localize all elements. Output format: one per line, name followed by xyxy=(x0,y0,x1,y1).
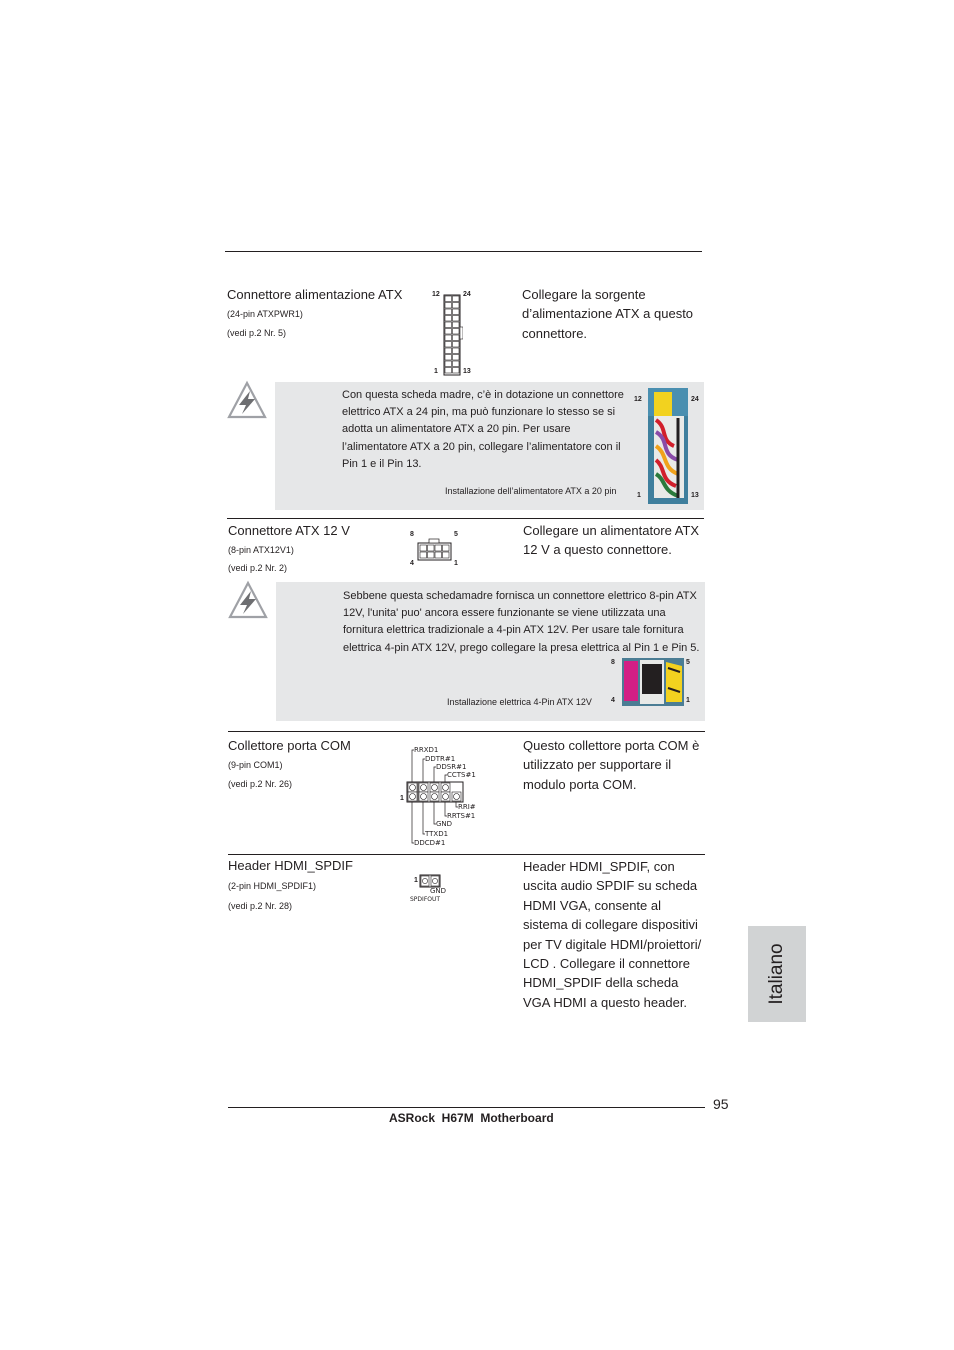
hdmi-pin1-label: 1 xyxy=(414,877,418,884)
atx12v-4pin-install-photo xyxy=(622,658,684,706)
atx-pin: (24-pin ATXPWR1) xyxy=(227,309,303,319)
com-ref: (vedi p.2 Nr. 26) xyxy=(228,779,293,789)
warning-icon xyxy=(226,380,268,420)
atx-photo-caption: Installazione dell’alimentatore ATX a 20 pin xyxy=(445,486,617,496)
atx12v-photo-pin-br: 1 xyxy=(686,697,690,704)
com-label-rrxd1: RRXD1 xyxy=(414,746,439,754)
com-label-gnd: GND xyxy=(436,820,453,828)
atx-title: Connettore alimentazione ATX xyxy=(227,287,403,302)
atx12v-photo-pin-tl: 8 xyxy=(611,659,615,666)
hdmi-title: Header HDMI_SPDIF xyxy=(228,858,353,873)
atx-description: Collegare la sorgente d’alimentazione ATX a questo connettore. xyxy=(522,287,694,341)
atx-photo-pin-br: 13 xyxy=(691,492,699,499)
rule-hdmi xyxy=(228,854,705,855)
com-header-diagram xyxy=(396,744,486,852)
hdmi-label-spdifout: SPDIFOUT xyxy=(410,896,441,903)
atx-photo-pin-tr: 24 xyxy=(691,396,699,403)
language-side-tab xyxy=(748,926,806,1022)
atx12v-pin: (8-pin ATX12V1) xyxy=(228,545,294,555)
rule-com xyxy=(228,731,705,732)
atx-pin-tl: 12 xyxy=(432,291,440,298)
com-label-ddsr1: DDSR#1 xyxy=(436,763,467,771)
top-rule xyxy=(225,251,702,252)
atx12v-8pin-connector-diagram xyxy=(408,529,464,571)
atx12v-title: Connettore ATX 12 V xyxy=(228,523,350,538)
atx12v-photo-pin-tr: 5 xyxy=(686,659,690,666)
atx-24pin-connector-diagram xyxy=(430,289,480,379)
atx-pin-tr: 24 xyxy=(463,291,471,298)
atx-20pin-install-photo xyxy=(648,388,688,504)
com-pin1-label: 1 xyxy=(400,795,404,802)
atx12v-pin-tr: 5 xyxy=(454,531,458,538)
com-label-ttxd1: TTXD1 xyxy=(425,830,449,838)
atx12v-ref: (vedi p.2 Nr. 2) xyxy=(228,563,288,573)
com-description: Questo collettore porta COM è utilizzato per supportare il modulo porta COM. xyxy=(523,738,700,792)
atx12v-photo-caption: Installazione elettrica 4-Pin ATX 12V xyxy=(447,697,592,707)
rule-atx12v xyxy=(227,518,704,519)
footer-rule xyxy=(228,1107,705,1108)
com-label-rri: RRI# xyxy=(458,803,476,811)
atx-pin-bl: 1 xyxy=(434,368,438,375)
atx12v-pin-tl: 8 xyxy=(410,531,414,538)
atx-pin-br: 13 xyxy=(463,368,471,375)
atx12v-note-text: Sebbene questa schedamadre fornisca un connettore elettrico 8-pin ATX 12V, l'unita' puo' ancora essere funzionante se viene utilizzata una fornitura elettrica tradizionale a 4-pin ATX 12V. Per usare tale fornitura elettrica 4-pin ATX 12V, prego collegare la presa elettrica al Pin 1 e Pin 5. xyxy=(343,590,700,654)
hdmi-pin: (2-pin HDMI_SPDIF1) xyxy=(228,881,317,891)
com-title: Collettore porta COM xyxy=(228,738,351,753)
footer-title: ASRock H67M Motherboard xyxy=(389,1111,554,1125)
com-label-ddcd1: DDCD#1 xyxy=(414,839,446,847)
atx12v-pin-br: 1 xyxy=(454,560,458,567)
com-label-rrts1: RRTS#1 xyxy=(447,812,476,820)
com-label-ddtr1: DDTR#1 xyxy=(425,755,456,763)
atx12v-photo-pin-bl: 4 xyxy=(611,697,615,704)
atx12v-description: Collegare un alimentatore ATX 12 V a questo connettore. xyxy=(523,523,700,558)
hdmi-description: Header HDMI_SPDIF, con uscita audio SPDIF su scheda HDMI VGA, consente al sistema di collegare dispositivi per TV digitale HDMI/proiettori/ LCD . Collegare il connettore HDMI_SPDIF della scheda VGA HDMI a questo header. xyxy=(523,859,702,1010)
atx-photo-pin-bl: 1 xyxy=(637,492,641,499)
language-side-tab-label: Italiano xyxy=(766,943,787,1005)
page-number: 95 xyxy=(713,1096,729,1112)
atx12v-pin-bl: 4 xyxy=(410,560,414,567)
atx-photo-pin-tl: 12 xyxy=(634,396,642,403)
com-label-ccts1: CCTS#1 xyxy=(447,771,476,779)
hdmi-label-gnd: GND xyxy=(430,887,447,895)
com-pin: (9-pin COM1) xyxy=(228,760,283,770)
hdmi-ref: (vedi p.2 Nr. 28) xyxy=(228,901,293,911)
atx-ref: (vedi p.2 Nr. 5) xyxy=(227,328,287,338)
atx-note-text: Con questa scheda madre, c’è in dotazione un connettore elettrico ATX a 24 pin, ma può funzionare lo stesso se si adotta un alimentatore ATX a 20 pin. Per usare l’alimentatore ATX a 20 pin, collegare l’alimentatore con il Pin 1 e il Pin 13. xyxy=(342,389,624,470)
warning-icon xyxy=(227,580,269,620)
hdmi-spdif-header-diagram xyxy=(408,872,458,906)
